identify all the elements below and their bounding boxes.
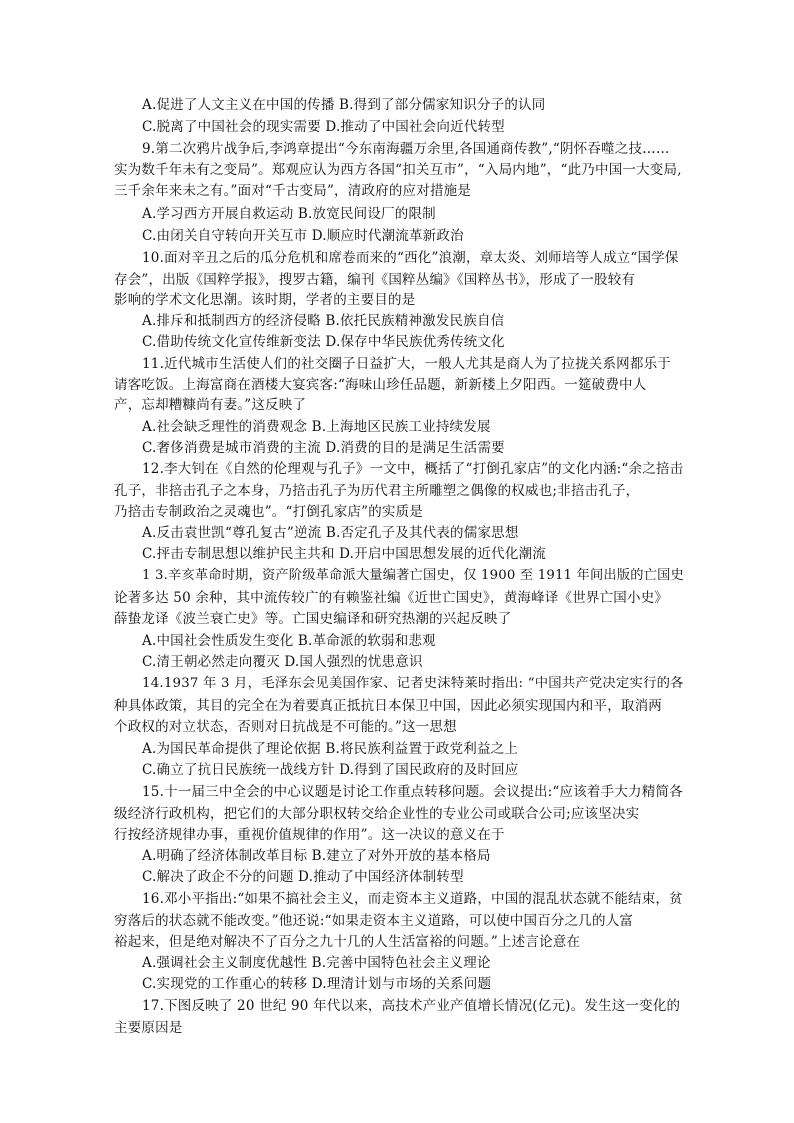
q9-stem-2: 实为数千年未有之变局”。郑观应认为西方各国“扣关互市”，“入局内地”，“此乃中国一大变局, xyxy=(114,162,682,178)
q15-option-cd: C.解决了政企不分的问题 D.推动了中国经济体制转型 xyxy=(142,869,464,885)
q12-stem-1: 12.李大钊在《自然的伦理观与孔子》一文中，概括了“打倒孔家店”的文化内涵:“余之掊击 xyxy=(142,461,684,477)
q17-stem-1: 17.下图反映了 20 世纪 90 年代以来，高技术产业产值增长情况(亿元)。发生这一变化的 xyxy=(142,998,681,1014)
q17-stem-2: 主要原因是 xyxy=(114,1020,183,1036)
q12-option-cd: C.抨击专制思想以维护民主共和 D.开启中国思想发展的近代化潮流 xyxy=(142,546,546,562)
q12-option-ab: A.反击袁世凯“尊孔复古”逆流 B.否定孔子及其代表的儒家思想 xyxy=(142,525,519,541)
q11-stem-2: 请客吃饭。上海富商在酒楼大宴宾客:“海味山珍任品题，新新楼上夕阳西。一筵破费中人 xyxy=(114,377,647,393)
q11-option-ab: A.社会缺乏理性的消费观念 B.上海地区民族工业持续发展 xyxy=(142,419,491,435)
q11-stem-1: 11.近代城市生活使人们的社交圈子日益扩大，一般人尤其是商人为了拉拢关系网都乐于 xyxy=(142,356,671,372)
q10-option-cd: C.借助传统文化宣传维新变法 D.保存中华民族优秀传统文化 xyxy=(142,334,505,350)
q16-stem-1: 16.邓小平指出:“如果不搞社会主义，而走资本主义道路，中国的混乱状态就不能结束，贫 xyxy=(142,891,683,907)
q9-option-cd: C.由闭关自守转向开关互市 D.顺应时代潮流革新政治 xyxy=(142,228,464,244)
q9-stem-1: 9.第二次鸦片战争后,李鸿章提出“今东南海疆万余里,各国通商传教”,“阴怀吞噬之技…… xyxy=(142,141,670,157)
q15-stem-2: 级经济行政机构，把它们的大部分职权转交给企业性的专业公司或联合公司;应该坚决实 xyxy=(114,806,640,822)
q14-stem-1: 14.1937 年 3 月，毛泽东会见美国作家、记者史沫特莱时指出: “中国共产党决定实行的各 xyxy=(142,676,684,691)
q14-stem-2: 种具体政策，其目的完全在为着要真正抵抗日本保卫中国，因此必须实现国内和平，取消两 xyxy=(114,698,662,714)
q15-option-ab: A.明确了经济体制改革目标 B.建立了对外开放的基本格局 xyxy=(142,848,491,864)
q9-option-ab: A.学习西方开展自救运动 B.放宽民间设厂的限制 xyxy=(142,206,436,222)
q16-stem-3: 裕起来，但是绝对解决不了百分之九十几的人生活富裕的问题。”上述言论意在 xyxy=(114,934,581,950)
q11-stem-3: 产，忘却糟糠尚有妻。”这反映了 xyxy=(114,397,307,413)
q12-stem-2: 孔子，非掊击孔子之本身，乃掊击孔子为历代君主所雕塑之偶像的权威也;非掊击孔子， xyxy=(114,483,640,499)
q14-stem-3: 个政权的对立状态，否则对日抗战是不可能的。”这一思想 xyxy=(114,719,457,735)
q14-option-cd: C.确立了抗日民族统一战线方针 D.得到了国民政府的及时回应 xyxy=(142,762,519,778)
q8-option-ab: A.促进了人文主义在中国的传播 B.得到了部分儒家知识分子的认同 xyxy=(142,97,546,113)
q13-stem-2: 论著多达 50 余种，其中流传较广的有赖鉴社编《近世亡国史》，黄海峰译《世界亡国小史》 xyxy=(114,590,669,606)
q15-stem-1: 15.十一届三中全会的中心议题是讨论工作重点转移问题。会议提出:“应该着手大力精简各 xyxy=(142,784,683,800)
q16-stem-2: 穷落后的状态就不能改变。”他还说:“如果走资本主义道路，可以使中国百分之几的人富 xyxy=(114,913,634,929)
q13-stem-3: 薛蛰龙译《波兰衰亡史》等。亡国史编译和研究热潮的兴起反映了 xyxy=(114,611,512,627)
q13-option-ab: A.中国社会性质发生变化 B.革命派的软弱和悲观 xyxy=(142,633,436,649)
q11-option-cd: C.奢侈消费是城市消费的主流 D.消费的目的是满足生活需要 xyxy=(142,440,505,456)
q13-stem-1: 1 3.辛亥革命时期，资产阶级革命派大量编著亡国史，仅 1900 至 1911 年间出版的亡国史 xyxy=(142,568,684,583)
q12-stem-3: 乃掊击专制政治之灵魂也”。“打倒孔家店”的实质是 xyxy=(114,504,424,520)
q9-stem-3: 三千余年来未之有。”面对“千古变局”，清政府的应对措施是 xyxy=(114,183,472,199)
q10-stem-1: 10.面对辛丑之后的瓜分危机和席卷而来的“西化”浪潮，章太炎、刘师培等人成立“国学保 xyxy=(142,250,679,266)
q16-option-cd: C.实现党的工作重心的转移 D.理清计划与市场的关系问题 xyxy=(142,976,492,992)
q8-option-cd: C.脱离了中国社会的现实需要 D.推动了中国社会向近代转型 xyxy=(142,119,505,135)
q14-option-ab: A.为国民革命提供了理论依据 B.将民族利益置于政党利益之上 xyxy=(142,741,519,757)
q15-stem-3: 行按经济规律办事，重视价值规律的作用”。这一决议的意义在于 xyxy=(114,827,505,843)
q10-stem-2: 存会”，出版《国粹学报》，搜罗古籍，编刊《国粹丛编》《国粹丛书》，形成了一股较有 xyxy=(114,272,636,288)
q16-option-ab: A.强调社会主义制度优越性 B.完善中国特色社会主义理论 xyxy=(142,955,491,971)
q10-option-ab: A.排斥和抵制西方的经济侵略 B.依托民族精神激发民族自信 xyxy=(142,313,505,329)
q10-stem-3: 影响的学术文化思潮。该时期，学者的主要目的是 xyxy=(114,292,416,308)
q13-option-cd: C.清王朝必然走向覆灭 D.国人强烈的忧患意识 xyxy=(142,654,423,670)
